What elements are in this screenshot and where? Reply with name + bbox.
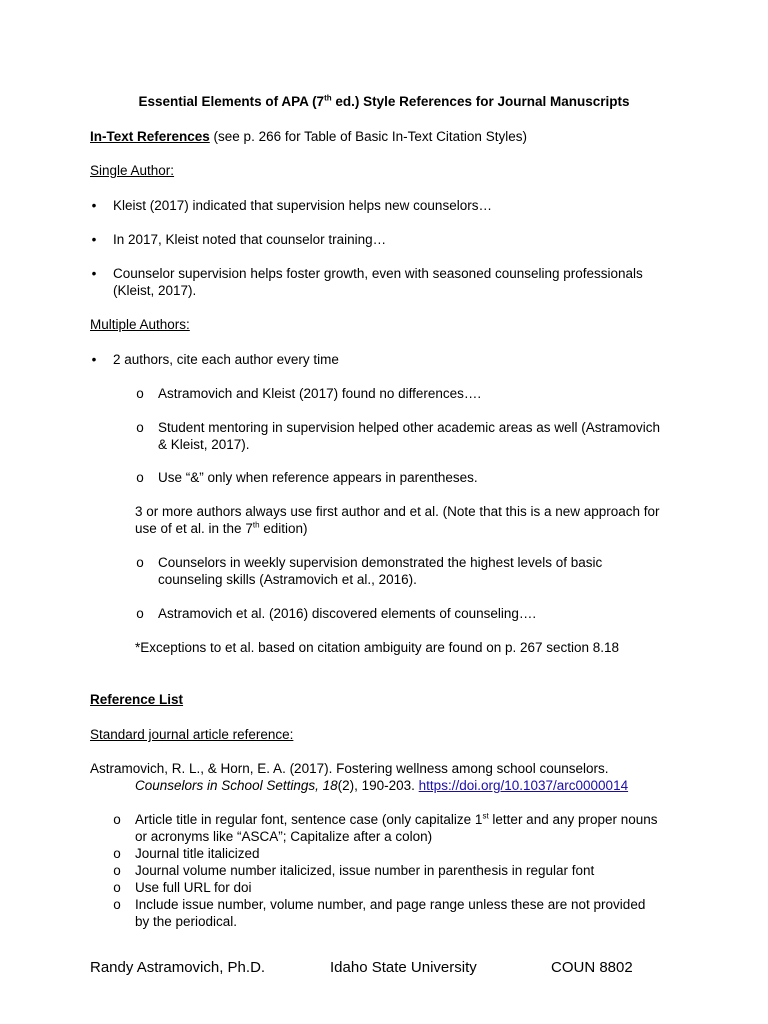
reference-list-heading: Reference List <box>90 692 184 707</box>
sub-list-item: Use “&” only when reference appears in parentheses. <box>158 470 478 485</box>
note-item-continuation: or acronyms like “ASCA”; Capitalize after a colon) <box>135 829 433 844</box>
bullet-glyph: • <box>91 266 97 281</box>
circle-bullet-glyph: o <box>113 880 121 895</box>
circle-bullet-glyph: o <box>113 897 121 912</box>
in-text-references-line <box>90 128 527 145</box>
circle-bullet-glyph: o <box>136 555 144 570</box>
note-item: Include issue number, volume number, and page range unless these are not provided <box>135 897 646 912</box>
list-item-continuation: (Kleist, 2017). <box>113 283 197 298</box>
circle-bullet-glyph: o <box>113 812 121 827</box>
sub-list-item: Counselors in weekly supervision demonstrated the highest levels of basic <box>158 555 603 570</box>
note-item: Journal title italicized <box>135 846 260 861</box>
reference-entry-continuation: Counselors in School Settings, 18(2), 190-203. https://doi.org/10.1037/arc0000014 <box>135 778 629 793</box>
standard-reference-subheading: Standard journal article reference: <box>90 727 294 742</box>
page-title: Essential Elements of APA (7th ed.) Style References for Journal Manuscripts <box>138 93 630 109</box>
reference-entry: Astramovich, R. L., & Horn, E. A. (2017). Fostering wellness among school counselors. <box>90 761 609 776</box>
sub-list-item-continuation: counseling skills (Astramovich et al., 2016). <box>158 572 417 587</box>
bullet-glyph: • <box>91 198 97 213</box>
in-text-heading: In-Text References <box>90 129 210 144</box>
multiple-authors-heading: Multiple Authors: <box>90 317 190 332</box>
exceptions-note: *Exceptions to et al. based on citation ambiguity are found on p. 267 section 8.18 <box>135 640 620 655</box>
footer-author: Randy Astramovich, Ph.D. <box>90 959 266 976</box>
list-item: Kleist (2017) indicated that supervision helps new counselors… <box>113 198 492 213</box>
sub-list-item: Astramovich and Kleist (2017) found no differences…. <box>158 386 482 401</box>
circle-bullet-glyph: o <box>136 386 144 401</box>
footer-course: COUN 8802 <box>551 959 633 976</box>
sub-list-item: Astramovich et al. (2016) discovered elements of counseling…. <box>158 606 537 621</box>
sub-list-item: Student mentoring in supervision helped other academic areas as well (Astramovich <box>158 420 661 435</box>
list-item: Counselor supervision helps foster growth, even with seasoned counseling professionals <box>113 266 643 281</box>
journal-title: Counselors in School Settings, 18 <box>135 778 338 793</box>
bullet-glyph: • <box>91 232 97 247</box>
circle-bullet-glyph: o <box>113 863 121 878</box>
note-item: Journal volume number italicized, issue number in parenthesis in regular font <box>135 863 595 878</box>
in-text-note: (see p. 266 for Table of Basic In-Text Citation Styles) <box>209 129 527 144</box>
note-item: Use full URL for doi <box>135 880 252 895</box>
three-authors-paragraph-continuation: use of et al. in the 7th edition) <box>135 520 308 536</box>
bullet-glyph: • <box>91 352 97 367</box>
list-item: In 2017, Kleist noted that counselor training… <box>113 232 387 247</box>
sub-list-item-continuation: & Kleist, 2017). <box>158 437 250 452</box>
circle-bullet-glyph: o <box>136 470 144 485</box>
circle-bullet-glyph: o <box>136 420 144 435</box>
three-authors-paragraph: 3 or more authors always use first author and et al. (Note that this is a new approach for <box>135 504 660 519</box>
doi-link[interactable]: https://doi.org/10.1037/arc0000014 <box>418 778 629 793</box>
footer-university: Idaho State University <box>330 959 477 976</box>
note-item-continuation: by the periodical. <box>135 914 238 929</box>
single-author-heading: Single Author: <box>90 163 175 178</box>
circle-bullet-glyph: o <box>113 846 121 861</box>
list-item: 2 authors, cite each author every time <box>113 352 339 367</box>
note-item: Article title in regular font, sentence case (only capitalize 1st letter and any proper nouns <box>135 811 658 827</box>
circle-bullet-glyph: o <box>136 606 144 621</box>
